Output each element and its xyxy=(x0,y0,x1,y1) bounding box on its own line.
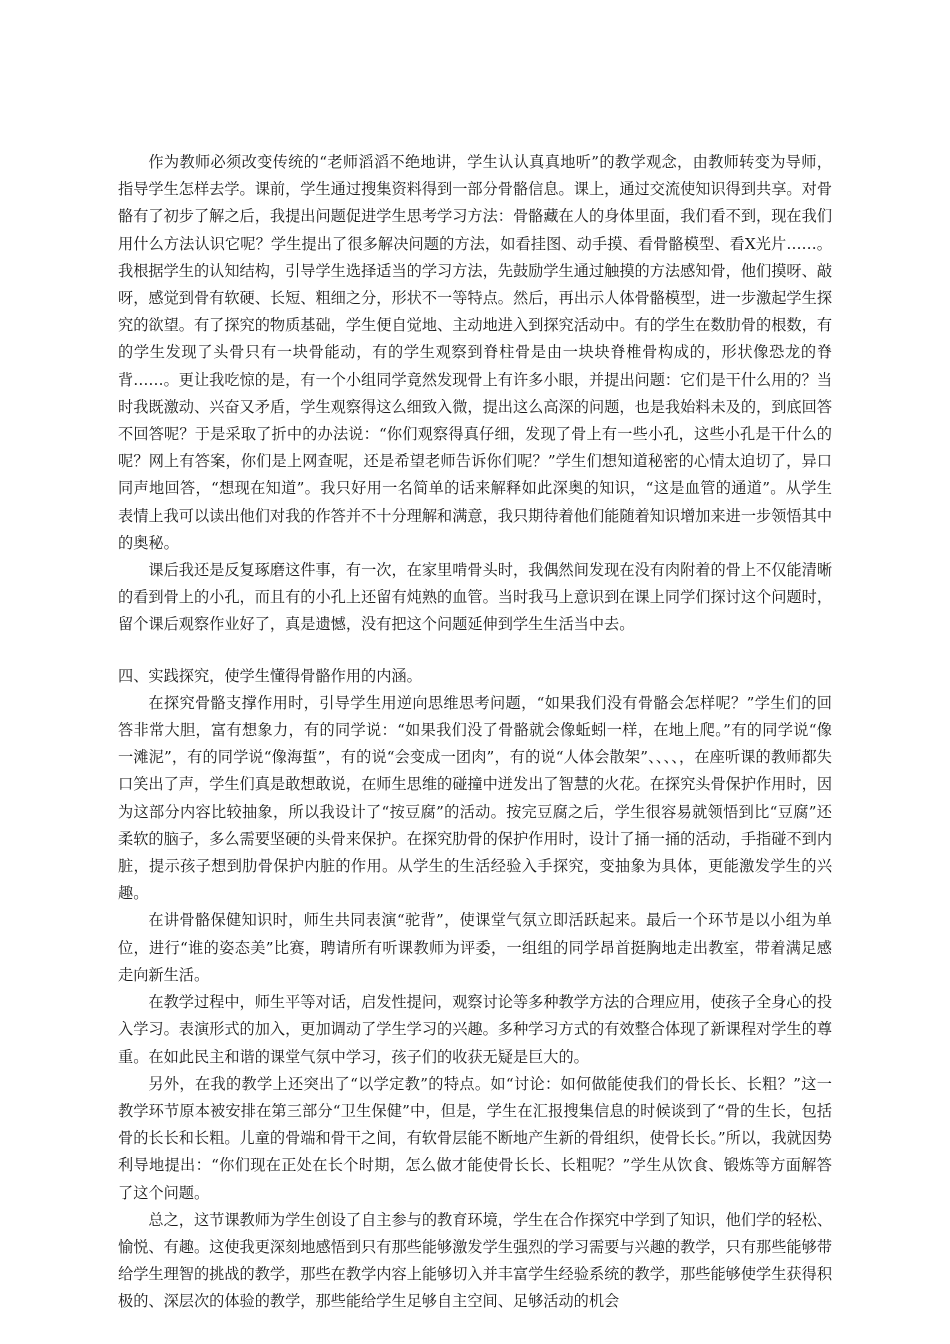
paragraph-teaching-process: 在教学过程中，师生平等对话，启发性提问，观察讨论等多种教学方法的合理应用，使孩子全身心的投入学习。表演形式的加入，更加调动了学生学习的兴趣。多种学习方式的有效整合体现了新课程对学生的尊重。在如此民主和谐的课堂气氛中学习，孩子们的收获无疑是巨大的。 xyxy=(118,993,832,1066)
paragraph-conclusion: 总之，这节课教师为学生创设了自主参与的教育环境，学生在合作探究中学到了知识，他们学的轻松、愉悦、有趣。这使我更深刻地感悟到只有那些能够激发学生强烈的学习需要与兴趣的教学，只有那些能够带给学生理智的挑战的教学，那些在教学内容上能够切入并丰富学生经验系统的教学，那些能够使学生获得积极的、深层次的体验的教学，那些能给学生足够自主空间、足够活动的机会 xyxy=(118,1210,832,1311)
paragraph-health-care: 在讲骨骼保健知识时，师生共同表演“驼背”，使课堂气氛立即活跃起来。最后一个环节是以小组为单位，进行“谁的姿态美”比赛，聘请所有听课教师为评委，一组组的同学昂首挺胸地走出教室，带着满足感走向新生活。 xyxy=(118,911,832,984)
paragraph-learning-based-teaching: 另外，在我的教学上还突出了“以学定教”的特点。如“讨论：如何做能使我们的骨长长、长粗？”这一教学环节原本被安排在第三部分“卫生保健”中，但是，学生在汇报搜集信息的时候谈到了“骨的生长，包括骨的长长和长粗。儿童的骨端和骨干之间，有软骨层能不断地产生新的骨组织，使骨长长。”所以，我就因势利导地提出：“你们现在正处在长个时期，怎么做才能使骨长长、长粗呢？”学生从饮食、锻炼等方面解答了这个问题。 xyxy=(118,1074,832,1202)
paragraph-gap xyxy=(118,639,832,663)
section-heading-practice-inquiry: 四、实践探究，使学生懂得骨骼作用的内涵。 xyxy=(118,666,422,685)
paragraph-after-class-reflection: 课后我还是反复琢磨这件事，有一次，在家里啃骨头时，我偶然间发现在没有肉附着的骨上不仅能清晰的看到骨上的小孔，而且有的小孔上还留有炖熟的血管。当时我马上意识到在课上同学们探讨这个问题时，留个课后观察作业好了，真是遗憾，没有把这个问题延伸到学生生活当中去。 xyxy=(118,561,832,634)
paragraph-teacher-as-guide: 作为教师必须改变传统的“老师滔滔不绝地讲，学生认认真真地听”的教学观念，由教师转变为导师，指导学生怎样去学。课前，学生通过搜集资料得到一部分骨骼信息。课上，通过交流使知识得到共享。对骨骼有了初步了解之后，我提出问题促进学生思考学习方法：骨骼藏在人的身体里面，我们看不到，现在我们用什么方法认识它呢？学生提出了很多解决问题的方法，如看挂图、动手摸、看骨骼模型、看X光片……。我根据学生的认知结构，引导学生选择适当的学习方法，先鼓励学生通过触摸的方法感知骨，他们摸呀、敲呀，感觉到骨有软硬、长短、粗细之分，形状不一等特点。然后，再出示人体骨骼模型，进一步激起学生探究的欲望。有了探究的物质基础，学生便自觉地、主动地进入到探究活动中。有的学生在数肋骨的根数，有的学生发现了头骨只有一块骨能动，有的学生观察到脊柱骨是由一块块脊椎骨构成的，形状像恐龙的脊背……。更让我吃惊的是，有一个小组同学竟然发现骨上有许多小眼，并提出问题：它们是干什么用的？当时我既激动、兴奋又矛盾，学生观察得这么细致入微，提出这么高深的问题，也是我始料未及的，到底回答不回答呢？于是采取了折中的办法说：“你们观察得真仔细，发现了骨上有一些小孔，这些小孔是干什么的呢？网上有答案，你们是上网查呢，还是希望老师告诉你们呢？”学生们想知道秘密的心情太迫切了，异口同声地回答，“想现在知道”。我只好用一名简单的话来解释如此深奥的知识，“这是血管的通道”。从学生表情上我可以读出他们对我的作答并不十分理解和满意，我只期待着他们能随着知识增加来进一步领悟其中的奥秘。 xyxy=(118,153,832,552)
document-body xyxy=(118,149,832,1316)
paragraph-support-function: 在探究骨骼支撑作用时，引导学生用逆向思维思考问题，“如果我们没有骨骼会怎样呢？”学生们的回答非常大胆，富有想象力，有的同学说：“如果我们没了骨骼就会像蚯蚓一样，在地上爬。”有的同学说“像一滩泥”，有的同学说“像海蜇”，有的说“会变成一团肉”，有的说“人体会散架”、、、、，在座听课的教师都失口笑出了声，学生们真是敢想敢说，在师生思维的碰撞中迸发出了智慧的火花。在探究头骨保护作用时，因为这部分内容比较抽象，所以我设计了“按豆腐”的活动。按完豆腐之后，学生很容易就领悟到比“豆腐”还柔软的脑子，多么需要坚硬的头骨来保护。在探究肋骨的保护作用时，设计了捅一捅的活动，手指碰不到内脏，提示孩子想到肋骨保护内脏的作用。从学生的生活经验入手探究，变抽象为具体，更能激发学生的兴趣。 xyxy=(118,693,832,903)
